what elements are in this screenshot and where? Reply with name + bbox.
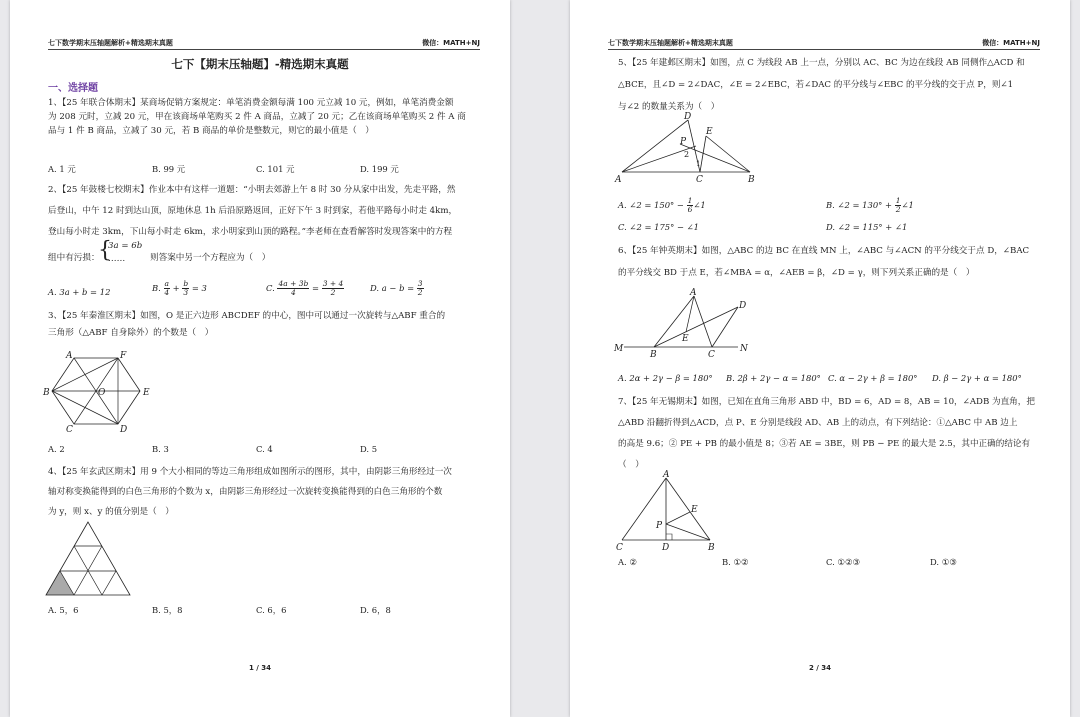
question-2 bbox=[48, 180, 457, 243]
point-label: B bbox=[650, 350, 657, 360]
point-label: B bbox=[43, 388, 50, 398]
point-label: D bbox=[739, 301, 747, 311]
option-b: B. 5，8 bbox=[152, 605, 183, 615]
equation-bottom: …… bbox=[108, 254, 126, 264]
document-page-2 bbox=[570, 0, 1070, 717]
point-label: B bbox=[748, 175, 755, 185]
option-c: C. ∠2 = 175° − ∠1 bbox=[618, 222, 699, 232]
question-line: 为 y，则 x、y 的值分别是（ ） bbox=[48, 507, 174, 517]
header-right: 微信：MATH+NJ bbox=[422, 39, 480, 47]
header-right: 微信：MATH+NJ bbox=[982, 39, 1040, 47]
option-a: A. 3a + b = 12 bbox=[48, 287, 111, 297]
question-line: △BCE，且∠D = 2∠DAC，∠E = 2∠EBC，若∠DAC 的平分线与∠EBC 的平分线的交于点 P，则∠1 bbox=[618, 80, 1014, 90]
option-d: D. ∠2 = 115° + ∠1 bbox=[826, 222, 908, 232]
point-label: C bbox=[66, 425, 73, 435]
option-c: C. ①②③ bbox=[826, 557, 860, 567]
point-label: A bbox=[663, 470, 670, 480]
question-line: △ABD 沿翻折得到△ACD，点 P、E 分别是线段 AD、AB 上的动点，有下列结论：①△ABC 中 AB 边上 bbox=[618, 418, 1018, 428]
question-line: 7、【25 年无锡期末】如图，已知在直角三角形 ABD 中，BD = 6，AD = 8，AB = 10，∠ADB 为直角，把 bbox=[618, 397, 1035, 407]
option-a bbox=[618, 197, 706, 214]
equation-system bbox=[108, 240, 142, 266]
question-line: 的平分线交 BD 于点 E，若∠MBA = α，∠AEB = β，∠D = γ，则下列关系正确的是（ ） bbox=[618, 268, 975, 278]
angle-label: 2 bbox=[684, 150, 690, 159]
option-label: C. bbox=[266, 283, 275, 293]
question-line: 3、【25 年秦淮区期末】如图，O 是正六边形 ABCDEF 的中心，图中可以通过一次旋转与△ABF 重合的 bbox=[48, 311, 446, 321]
point-label: E bbox=[682, 334, 689, 344]
geometry-figure-q5 bbox=[615, 112, 758, 186]
question-line: 后登山，中午 12 时到达山顶，原地休息 1h 后沿原路返回，正好下午 3 时到家，若他平路每小时走 4km， bbox=[48, 206, 458, 216]
segment bbox=[102, 571, 116, 595]
header-left: 七下数学期末压轴题解析+精选期末真题 bbox=[48, 39, 173, 47]
option-text: ∠1 bbox=[693, 200, 706, 210]
question-line: 与∠2 的数量关系为（ ） bbox=[618, 102, 720, 112]
option-d bbox=[370, 280, 424, 297]
operator: = bbox=[312, 283, 320, 293]
point-label: P bbox=[656, 521, 663, 531]
option-b bbox=[826, 197, 914, 214]
page-number: 2 / 34 bbox=[808, 664, 832, 672]
page-title: 七下【期末压轴题】-精选期末真题 bbox=[171, 57, 349, 71]
option-label: D. a − b = bbox=[370, 283, 415, 293]
point-label: M bbox=[614, 344, 624, 354]
page-header bbox=[608, 37, 1040, 50]
denominator: 2 bbox=[895, 205, 901, 214]
segment bbox=[694, 296, 712, 347]
option-label: B. bbox=[152, 283, 161, 293]
right-angle-mark bbox=[666, 534, 672, 540]
point-label: D bbox=[662, 543, 670, 553]
point-label: A bbox=[66, 351, 73, 361]
option-d: D. 199 元 bbox=[360, 164, 399, 174]
question-4 bbox=[48, 462, 452, 522]
option-a: A. 2 bbox=[48, 444, 65, 454]
option-b: B. 2β + 2γ − α = 180° bbox=[726, 373, 821, 383]
option-text: A. ∠2 = 150° − bbox=[618, 200, 687, 210]
question-6 bbox=[618, 240, 1029, 284]
option-a: A. ② bbox=[618, 557, 637, 567]
question-1 bbox=[48, 96, 466, 138]
option-d: D. ①③ bbox=[930, 557, 957, 567]
section-heading: 一、选择题 bbox=[48, 83, 98, 94]
numerator: 3 + 4 bbox=[322, 279, 344, 288]
question-line: 6、【25 年钟英期末】如图，△ABC 的边 BC 在直线 MN 上，∠ABC 与∠ACN 的平分线交于点 D，∠BAC bbox=[618, 246, 1030, 256]
point-label: E bbox=[706, 127, 713, 137]
geometry-figure-q6 bbox=[614, 288, 758, 362]
question-3 bbox=[48, 308, 445, 342]
operator: + bbox=[172, 283, 180, 293]
page-header bbox=[48, 37, 480, 50]
option-b bbox=[152, 280, 207, 297]
equation-brace: { bbox=[98, 238, 112, 263]
segment bbox=[680, 144, 750, 172]
point-label: P bbox=[680, 137, 687, 147]
point-label: N bbox=[740, 344, 748, 354]
point-label: E bbox=[143, 388, 150, 398]
point-label: C bbox=[708, 350, 715, 360]
numerator: 1 bbox=[895, 196, 901, 205]
question-line: 2、【25 年鼓楼七校期末】作业本中有这样一道题：“小明去郊游上午 8 时 30 分从家中出发，先走平路，然 bbox=[48, 185, 456, 195]
segment-pe bbox=[666, 512, 690, 524]
segment bbox=[622, 120, 688, 172]
option-text: B. ∠2 = 130° + bbox=[826, 200, 895, 210]
question-line: 则答案中另一个方程应为（ ） bbox=[150, 253, 271, 263]
denominator: 2 bbox=[330, 288, 336, 297]
segment-pb bbox=[666, 524, 710, 540]
option-c: C. α − 2γ + β = 180° bbox=[828, 373, 918, 383]
point-label: B bbox=[708, 543, 715, 553]
option-d: D. 6，8 bbox=[360, 605, 391, 615]
equation-top: 3a = 6b bbox=[108, 241, 143, 251]
question-7 bbox=[618, 392, 1035, 476]
question-line: （ ） bbox=[618, 460, 644, 470]
option-b: B. 3 bbox=[152, 444, 169, 454]
point-label: E bbox=[691, 505, 698, 515]
question-line: 品与 1 件 B 商品，立减了 30 元，若 B 商品的单价是整数元，则它的最小值是（ ） bbox=[48, 126, 374, 136]
point-label: D bbox=[684, 112, 692, 122]
point-label: C bbox=[616, 543, 623, 553]
fraction bbox=[182, 280, 189, 297]
denominator: 3 bbox=[183, 288, 189, 297]
question-line: 组中有污损： bbox=[48, 253, 100, 263]
numerator: a bbox=[164, 279, 169, 288]
option-d: D. β − 2γ + α = 180° bbox=[932, 373, 1022, 383]
denominator: 4 bbox=[164, 288, 170, 297]
numerator: b bbox=[183, 279, 189, 288]
point-label: A bbox=[615, 175, 622, 185]
fraction bbox=[164, 280, 170, 297]
option-c: C. 4 bbox=[256, 444, 273, 454]
question-5 bbox=[618, 52, 1025, 118]
numerator: 1 bbox=[687, 196, 693, 205]
denominator: 2 bbox=[417, 288, 423, 297]
operator: = 3 bbox=[191, 283, 207, 293]
numerator: 4a + 3b bbox=[278, 279, 309, 288]
option-d: D. 5 bbox=[360, 444, 378, 454]
document-page-1 bbox=[10, 0, 510, 717]
point-label: D bbox=[120, 425, 128, 435]
denominator: 4 bbox=[291, 288, 296, 297]
question-line: 4、【25 年玄武区期末】用 9 个大小相同的等边三角形组成如图所示的图形，其中，由阴影三角形经过一次 bbox=[48, 467, 452, 477]
option-b: B. 99 元 bbox=[152, 164, 186, 174]
option-c bbox=[266, 280, 344, 297]
point-label: A bbox=[690, 288, 697, 298]
shaded-triangle bbox=[46, 571, 74, 595]
fraction bbox=[322, 280, 345, 297]
question-line: 5、【25 年建邺区期末】如图，点 C 为线段 AB 上一点，分别以 AC、BC 为边在线段 AB 同侧作△ACD 和 bbox=[618, 58, 1025, 68]
question-line: 为 208 元时，立减 20 元，甲在该商场单笔购买 2 件 A 商品，立减了 20 元；乙在该商场单笔购买 2 件 A 商 bbox=[48, 112, 466, 122]
question-line: 登山每小时走 3km，下山每小时走 6km，求小明家到山顶的路程。”李老师在查看解答时发现答案中的方程 bbox=[48, 227, 453, 237]
geometry-figure-q7 bbox=[618, 472, 728, 552]
numerator: 3 bbox=[417, 279, 423, 288]
point-label: F bbox=[120, 351, 127, 361]
segment-ab bbox=[666, 478, 710, 540]
denominator: 6 bbox=[687, 205, 693, 214]
hexagon-figure bbox=[43, 350, 156, 435]
triangle-grid-figure bbox=[46, 522, 136, 598]
segment bbox=[706, 136, 750, 172]
question-line: 三角形（△ABF 自身除外）的个数是（ ） bbox=[48, 328, 214, 338]
header-left: 七下数学期末压轴题解析+精选期末真题 bbox=[608, 39, 733, 47]
fraction bbox=[417, 280, 424, 297]
fraction bbox=[277, 280, 309, 297]
option-text: ∠1 bbox=[901, 200, 914, 210]
option-b: B. ①② bbox=[722, 557, 749, 567]
angle-label: 1 bbox=[696, 160, 701, 168]
option-c: C. 101 元 bbox=[256, 164, 295, 174]
question-line: 1、【25 年联合体期末】某商场促销方案规定：单笔消费金额每满 100 元立减 10 元，例如，单笔消费金额 bbox=[48, 98, 454, 108]
option-a: A. 2α + 2γ − β = 180° bbox=[618, 373, 713, 383]
question-line: 轴对称变换能得到的白色三角形的个数为 x，由阴影三角形经过一次旋转变换能得到的白色三角形的个数 bbox=[48, 487, 443, 497]
question-line: 的高是 9.6；② PE + PB 的最小值是 8；③若 AE = 3BE，则 PB − PE 的最大是 2.5，其中正确的结论有 bbox=[618, 439, 1031, 449]
option-c: C. 6，6 bbox=[256, 605, 287, 615]
point-label: C bbox=[696, 175, 703, 185]
point-label: O bbox=[98, 388, 106, 398]
option-a: A. 1 元 bbox=[48, 164, 76, 174]
page-number: 1 / 34 bbox=[248, 664, 272, 672]
option-a: A. 5，6 bbox=[48, 605, 79, 615]
